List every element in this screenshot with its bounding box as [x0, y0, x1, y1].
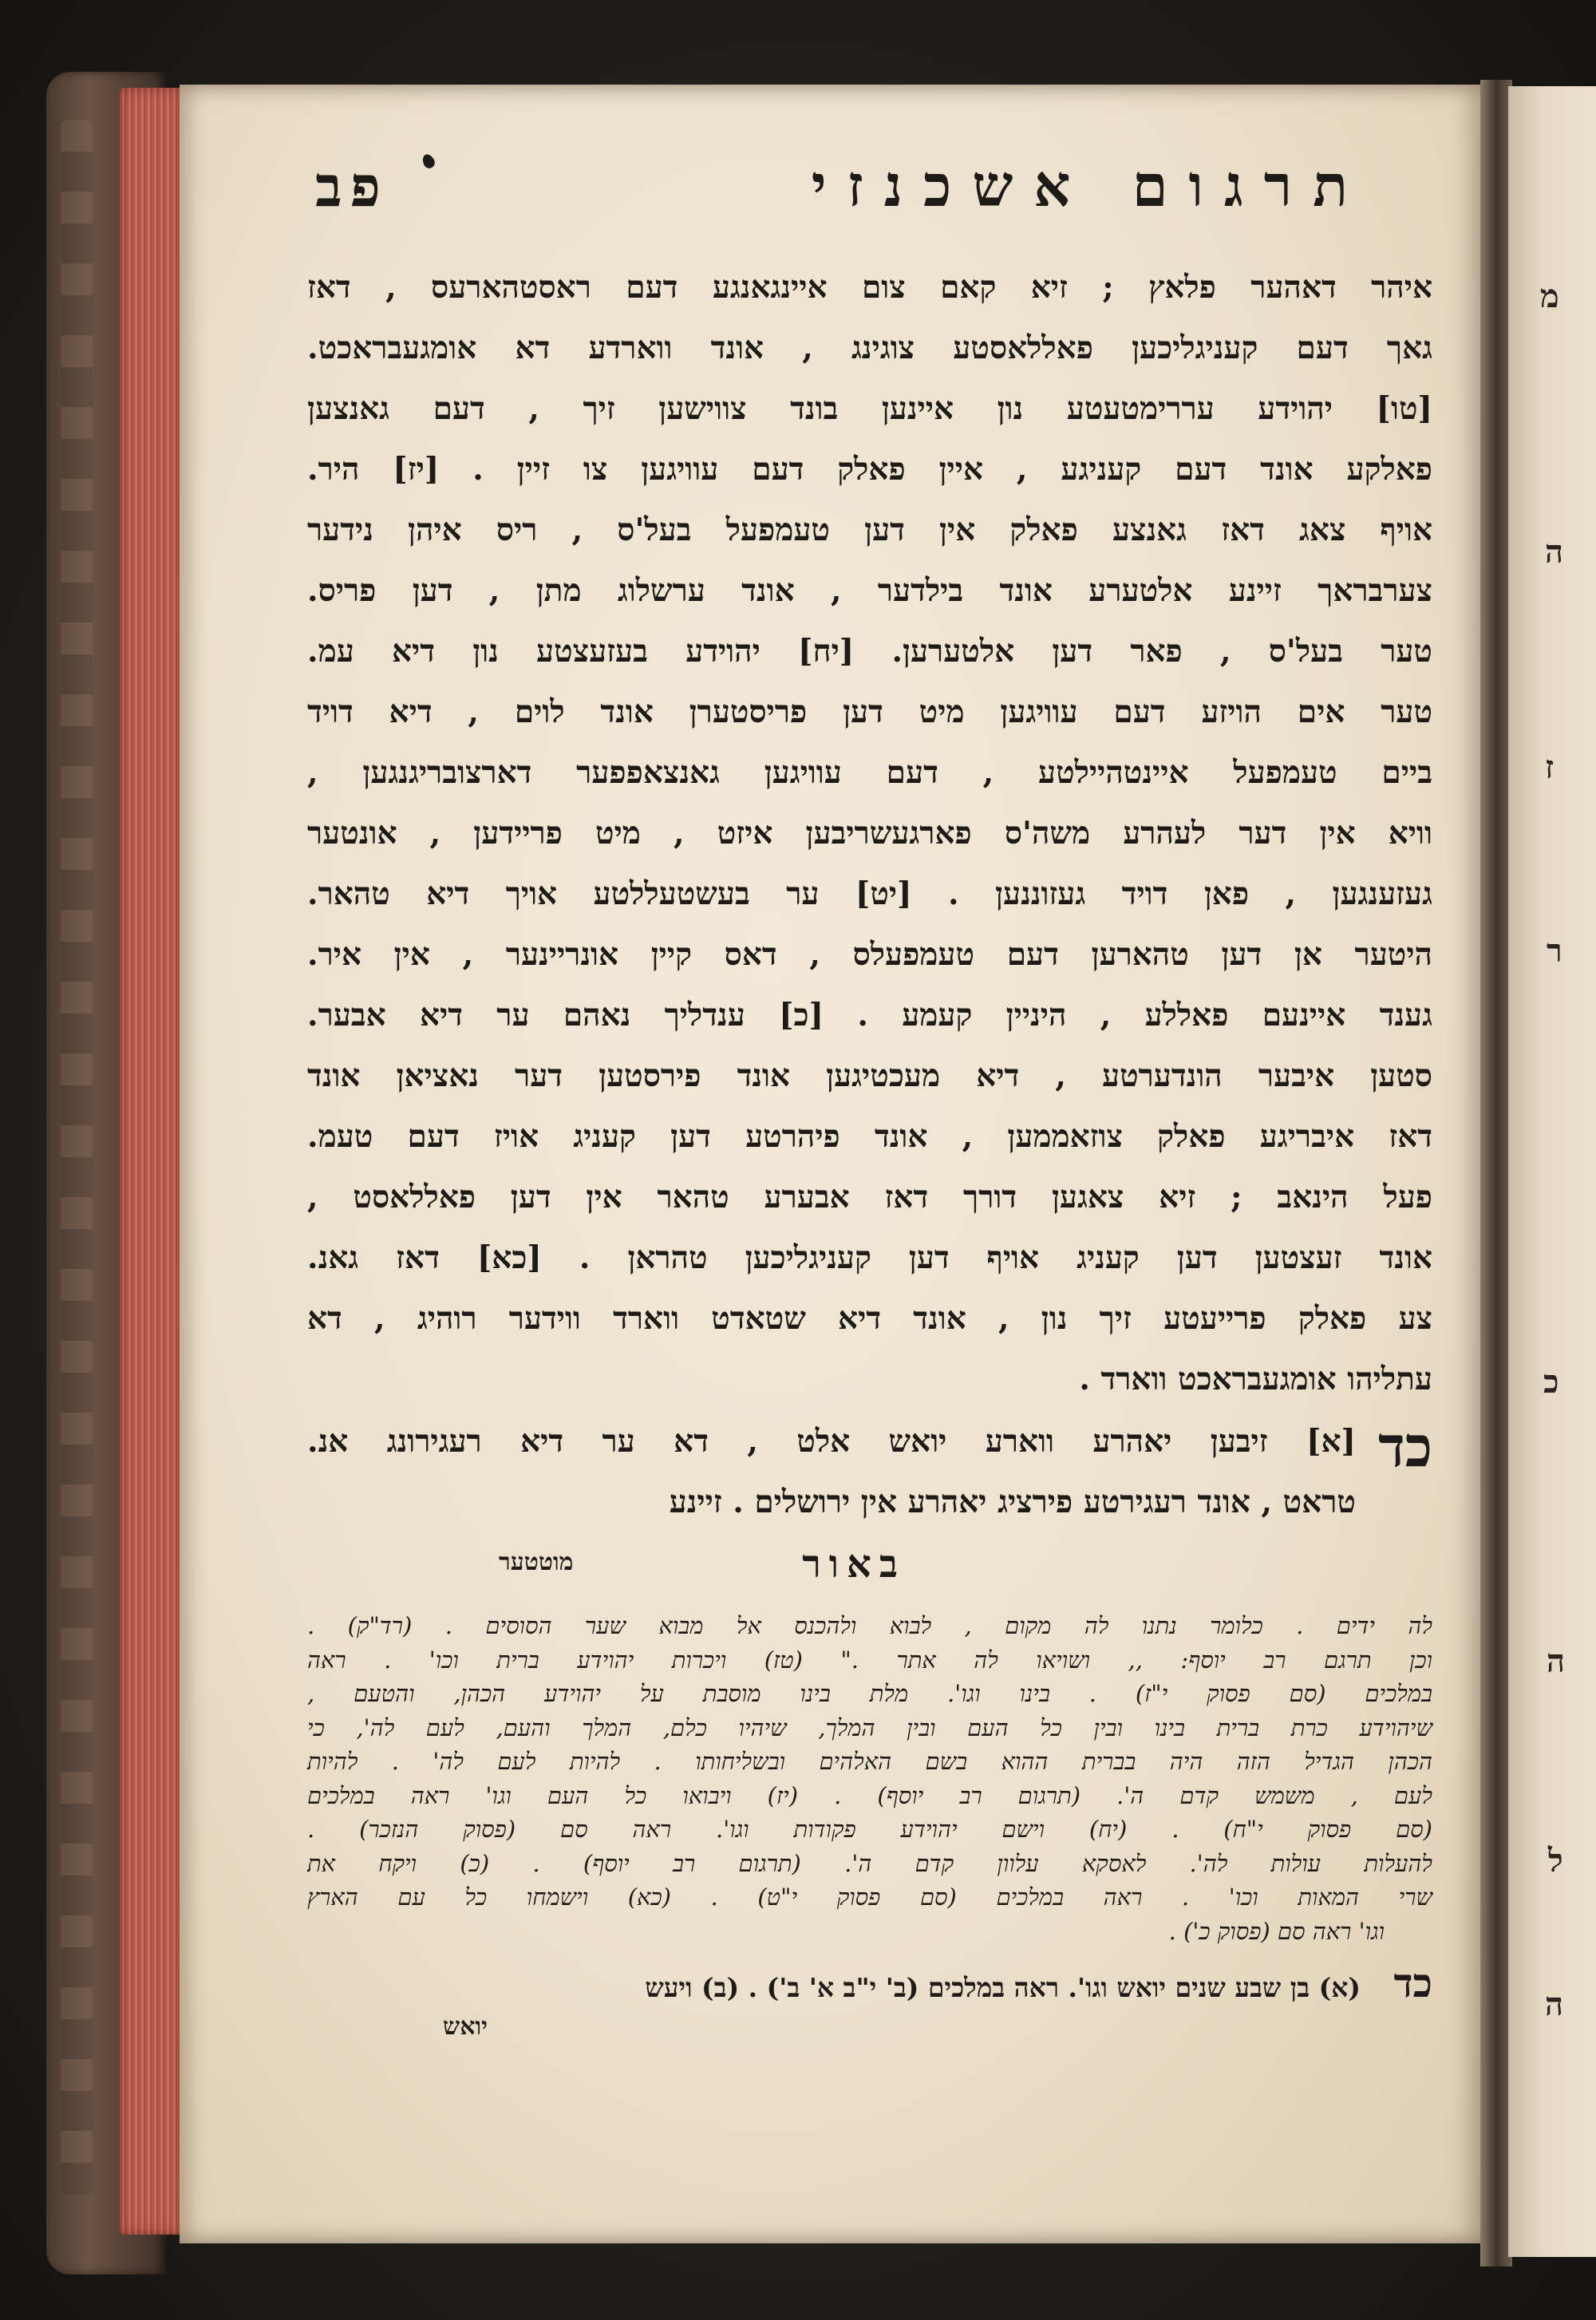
- commentary-header: [307, 1542, 1432, 1609]
- text-line: טער אים הויזע דעם עוויגען מיט דען פריסטערן אונד לוים , דיא דויד: [307, 694, 1432, 730]
- text-line: גאך דעם קעניגליכען פאללאסטע צוגינג , אונד ווארדע דא אומגעבראכט.: [307, 330, 1432, 366]
- next-page-glyph: ה: [1547, 1642, 1566, 1680]
- next-page-glyph: כ: [1543, 1363, 1559, 1401]
- chapter-start: [307, 1411, 1432, 1532]
- commentary-text: [307, 1609, 1432, 1948]
- text-line: גענד איינעם פאללע , היניין קעמע . [כ] ענדליך נאהם ער דיא אבער.: [307, 997, 1432, 1034]
- right-page-edge: [1508, 86, 1596, 2257]
- text-line: וויא אין דער לעהרע משה'ס פארגעשריבען איזט , מיט פריידען , אונטער: [307, 815, 1432, 852]
- text-line: עתליהו אומגעבראכט ווארד .: [1079, 1361, 1432, 1397]
- commentary-chapter-line: (א) בן שבע שנים יואש וגו'. ראה במלכים (ב' י"ב א' ב') . (ב) ויעש: [645, 1972, 1361, 2003]
- commentary-line: (סם פסוק י"ח) . (יח) וישם יהוידע פקודות וגו'. ראה סם (פסוק הנזכר) .: [307, 1816, 1432, 1843]
- chapter-text: [307, 1411, 1356, 1532]
- bottom-catchword: יואש: [443, 2013, 488, 2041]
- next-page-glyph: ר: [1547, 932, 1562, 970]
- text-line: טער בעל'ס , פאר דען אלטערען. [יח] יהוידע בעזעצטע נון דיא עמ.: [307, 633, 1432, 670]
- text-line: היטער אן דען טהארען דעם טעמפעלס , דאס קיין אונריינער , אין איר.: [307, 936, 1432, 973]
- commentary-line: שרי המאות וכו' . ראה במלכים (סם פסוק י"ט) . (כא) וישמחו כל עם הארץ: [307, 1883, 1432, 1911]
- text-line: [א] זיבען יאהרע ווארע יואש אלט , דא ער דיא רעגירונג אנ.: [307, 1423, 1356, 1460]
- commentary-line: לה ידים . כלומר נתנו לה מקום , לבוא ולהכנס אל מבוא שער הסוסים . (רד"ק) .: [307, 1612, 1432, 1639]
- commentary-line: לעם , משמש קדם ה'. (תרגום רב יוסף) . (יז) ויבואו כל העם וגו' ראה במלכים: [307, 1781, 1432, 1809]
- commentary-line: וכן תרגם רב יוסף: ,, ושויאו לה אתר ." (טז) ויכרות יהוידע ברית וכו' . ראה: [307, 1646, 1432, 1674]
- commentary-line: במלכים (סם פסוק י"ז) . בינו וגו'. מלת בינו מוסבת על יהוידע הכהן, והטעם ,: [307, 1680, 1432, 1707]
- text-line: אונד זעצטען דען קעניג אויף דען קעניגליכען טהראן . [כא] דאז גאנ.: [307, 1239, 1432, 1276]
- next-page-glyph: ל: [1548, 1842, 1563, 1879]
- commentary-chapter-number: כד: [1393, 1959, 1432, 2006]
- commentary-line: שיהוידע כרת ברית בינו ובין כל העם ובין המלך, שיהיו כלם, המלך והעם, לעם לה', כי: [307, 1713, 1432, 1741]
- text-line: ביים טעמפעל איינטהיילטע , דעם עוויגען גאנצאפפער דארצובריגנגען ,: [307, 754, 1432, 791]
- page-text: [307, 144, 1432, 2041]
- next-page-glyph: ה: [1545, 1986, 1564, 2023]
- text-line: פעל הינאב ; זיא צאגען דורך דאז אבערע טהאר אין דען פאללאסט ,: [307, 1179, 1432, 1215]
- commentary-chapter: [307, 1959, 1432, 2006]
- running-header: [307, 152, 1432, 223]
- translation-text: [307, 257, 1432, 1409]
- next-page-glyph: ז: [1545, 749, 1555, 786]
- commentary-line: להעלות עולות לה'. לאסקא עלוון קדם ה'. (תרגום רב יוסף) . (כ) ויקח את: [307, 1849, 1432, 1877]
- commentary-line: הכהן הגדיל הזה היה בברית ההוא בשם האלהים ובשליחותו . להיות לעם לה' . להיות: [307, 1748, 1432, 1775]
- text-line: [טו] יהוידע עררימטעטע נון איינען בונד צווישען זיך , דעם גאנצען: [307, 390, 1432, 427]
- next-page-glyph: מ: [1540, 278, 1559, 315]
- chapter-number: כד: [1378, 1413, 1432, 1480]
- text-line: סטען איבער הונדערטע , דיא מעכטיגען אונד פירסטען דער נאציאן אונד: [307, 1057, 1432, 1094]
- next-page-glyph: ה: [1545, 533, 1564, 571]
- text-line: דאז איבריגע פאלק צוזאממען , אונד פיהרטע דען קעניג אויז דעם טעמ.: [307, 1118, 1432, 1155]
- text-line: אויף צאג דאז גאנצע פאלק אין דען טעמפעל בעל'ס , ריס איהן נידער: [307, 512, 1432, 548]
- page-number: פב: [315, 153, 389, 219]
- catchword: מוטטער: [499, 1548, 574, 1576]
- text-line: צערבראך זיינע אלטערע אונד בילדער , אונד ערשלוג מתן , דען פריס.: [307, 572, 1432, 609]
- text-line: פאלקע אונד דעם קעניגע , איין פאלק דעם עוויגען צו זיין . [יז] היר.: [307, 451, 1432, 488]
- header-title: תרגום אשכנזי: [811, 152, 1369, 219]
- commentary-line: וגו' ראה סם (פסוק כ') .: [1168, 1917, 1385, 1945]
- text-line: געזענגען , פאן דויד געזוננען . [יט] ער בעשטעללטע אויך דיא טהאר.: [307, 875, 1432, 912]
- book-gutter: [1480, 80, 1512, 2267]
- text-line: צע פאלק פרייעטע זיך נון , אונד דיא שטאדט ווארד ווידער רוהיג , דא: [307, 1300, 1432, 1337]
- text-line: איהר דאהער פלאץ ; זיא קאם צום איינגאנגע דעם ראסטהארעס , דאז: [307, 269, 1432, 306]
- text-line: טראט , אונד רעגירטע פירציג יאהרע אין ירושלים . זיינע: [669, 1484, 1356, 1520]
- commentary-heading: באור: [802, 1542, 906, 1587]
- page-edges: [120, 88, 184, 2235]
